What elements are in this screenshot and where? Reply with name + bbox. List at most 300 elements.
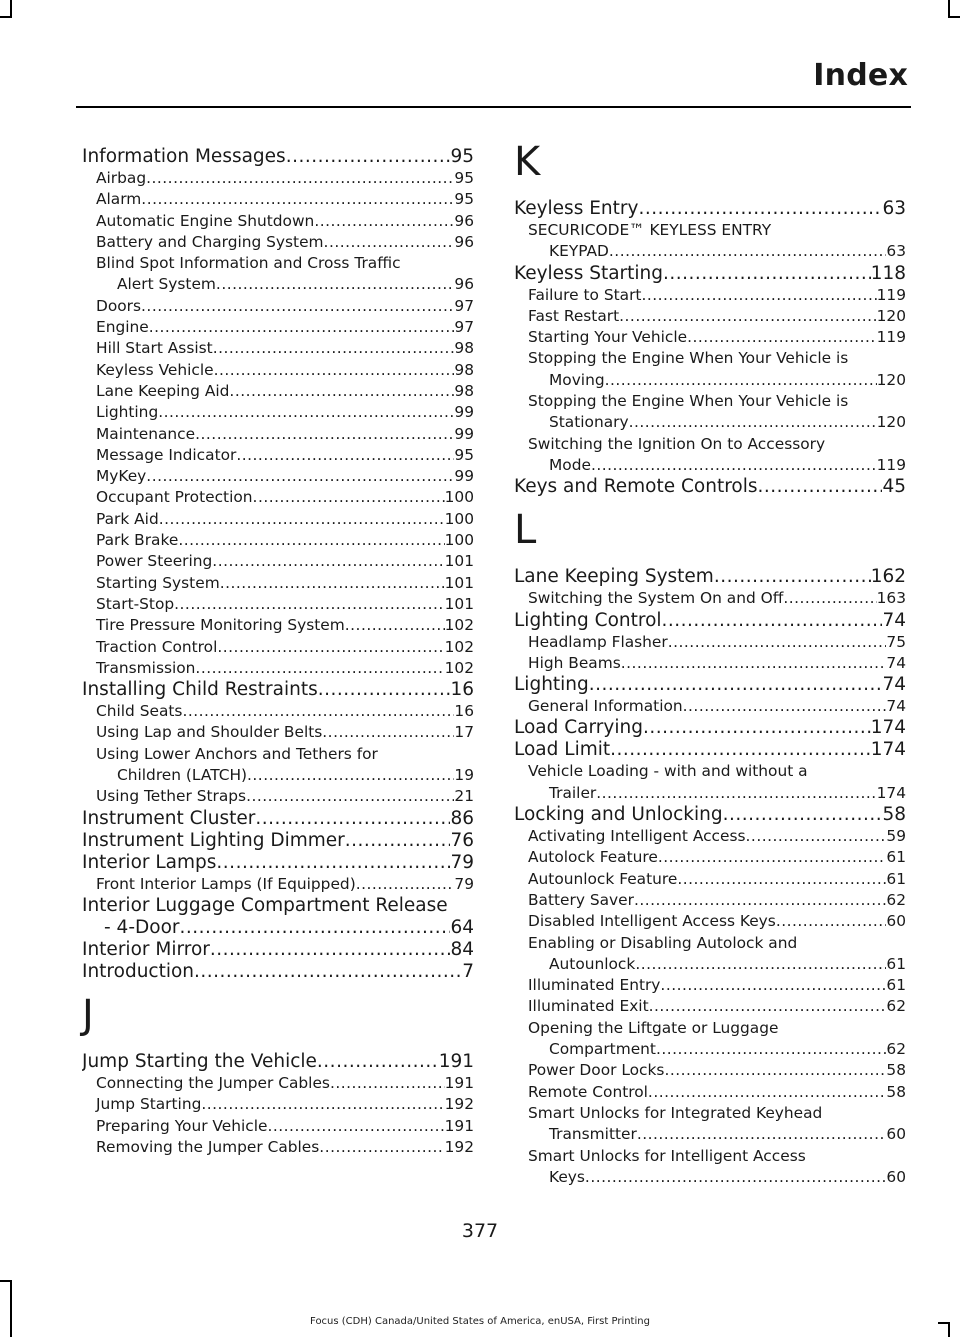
entry-title: Battery Saver <box>528 890 634 909</box>
dot-leader <box>345 615 445 636</box>
entry-page-number: 79 <box>454 874 474 893</box>
index-entry <box>82 808 474 830</box>
entry-title: Engine <box>96 318 149 337</box>
crop-mark <box>10 0 12 16</box>
entry-page-number: 61 <box>886 869 906 888</box>
index-entry <box>82 146 474 168</box>
dot-leader <box>322 722 454 743</box>
dot-leader <box>319 1137 444 1158</box>
entry-title: Lane Keeping System <box>514 566 714 588</box>
index-subentry <box>514 653 906 674</box>
entry-title: Children (LATCH) <box>117 766 248 785</box>
dot-leader <box>247 765 454 786</box>
entry-page-number: 58 <box>882 804 906 826</box>
index-subentry <box>514 327 906 348</box>
index-entry <box>514 717 906 739</box>
dot-leader <box>605 370 877 391</box>
entry-title: - 4-Door <box>104 916 180 938</box>
dot-leader <box>194 961 462 983</box>
index-subentry <box>82 874 474 895</box>
entry-title: Alert System <box>117 275 216 294</box>
dot-leader <box>656 1039 886 1060</box>
entry-page-number: 98 <box>454 360 474 379</box>
dot-leader <box>216 852 450 874</box>
entry-title: Occupant Protection <box>96 488 253 507</box>
dot-leader <box>217 637 444 658</box>
entry-page-number: 95 <box>450 146 474 167</box>
entry-page-number: 75 <box>886 632 906 651</box>
index-entry <box>82 852 474 874</box>
entry-page-number: 120 <box>876 370 906 389</box>
index-entry <box>514 198 906 220</box>
dot-leader <box>345 830 451 852</box>
index-subentry <box>82 232 474 253</box>
crop-mark <box>10 1282 12 1337</box>
entry-page-number: 96 <box>454 211 474 230</box>
entry-title: Moving <box>549 370 605 389</box>
index-subentry <box>514 1082 906 1103</box>
dot-leader <box>683 696 887 717</box>
entry-title: Instrument Lighting Dimmer <box>82 829 345 851</box>
entry-page-number: 119 <box>876 285 906 304</box>
entry-page-number: 99 <box>454 424 474 443</box>
index-subentry <box>514 455 906 476</box>
dot-leader <box>758 476 883 498</box>
entry-page-number: 74 <box>882 609 906 631</box>
index-subentry <box>514 696 906 717</box>
entry-page-number: 100 <box>444 509 474 528</box>
entry-page-number: 102 <box>444 616 474 635</box>
index-subentry <box>82 402 474 423</box>
index-entry <box>82 961 474 983</box>
dot-leader <box>641 285 876 306</box>
entry-title: Power Steering <box>96 552 213 571</box>
entry-page-number: 101 <box>444 552 474 571</box>
index-entry-text: Enabling or Disabling Autolock and <box>528 933 798 952</box>
dot-leader <box>677 869 886 890</box>
entry-title: Traction Control <box>96 637 218 656</box>
dot-leader <box>210 939 451 961</box>
entry-title: Battery and Charging System <box>96 232 324 251</box>
dot-leader <box>178 530 444 551</box>
dot-leader <box>229 381 454 402</box>
entry-page-number: 99 <box>454 467 474 486</box>
entry-title: Jump Starting the Vehicle <box>82 1050 317 1072</box>
entry-title: Disabled Intelligent Access Keys <box>528 912 776 931</box>
dot-leader <box>146 168 454 189</box>
dot-leader <box>182 701 454 722</box>
entry-page-number: 86 <box>450 807 474 829</box>
index-subentry <box>514 241 906 262</box>
entry-title: Keyless Entry <box>514 198 639 219</box>
dot-leader <box>146 466 454 487</box>
index-subentry <box>514 412 906 433</box>
index-subentry <box>82 487 474 508</box>
entry-title: Keys <box>549 1167 585 1186</box>
dot-leader <box>619 306 876 327</box>
entry-title: Failure to Start <box>528 285 642 304</box>
entry-page-number: 64 <box>450 916 474 938</box>
entry-page-number: 61 <box>886 954 906 973</box>
entry-page-number: 99 <box>454 403 474 422</box>
dot-leader <box>236 445 454 466</box>
dot-leader <box>212 551 444 572</box>
entry-page-number: 162 <box>870 566 906 588</box>
entry-page-number: 100 <box>444 488 474 507</box>
entry-title: Introduction <box>82 960 195 982</box>
entry-title: Transmission <box>96 658 196 677</box>
dot-leader <box>286 146 451 168</box>
entry-title: Locking and Unlocking <box>514 804 723 826</box>
index-entry <box>82 917 474 939</box>
index-entry-text: Switching the Ignition On to Accessory <box>528 434 826 453</box>
dot-leader <box>714 566 871 588</box>
entry-title: Automatic Engine Shutdown <box>96 211 315 230</box>
index-subentry <box>514 370 906 391</box>
index-entry <box>514 674 906 696</box>
entry-title: Autounlock Feature <box>528 869 678 888</box>
index-subentry <box>82 381 474 402</box>
dot-leader <box>589 674 883 696</box>
dot-leader <box>255 808 450 830</box>
index-entry-text: Stopping the Engine When Your Vehicle is <box>528 392 849 411</box>
dot-leader <box>658 847 887 868</box>
entry-page-number: 62 <box>886 997 906 1016</box>
entry-title: Lighting Control <box>514 609 662 631</box>
entry-page-number: 79 <box>450 851 474 873</box>
index-entry <box>514 263 906 285</box>
entry-page-number: 96 <box>454 275 474 294</box>
entry-page-number: 45 <box>882 476 906 498</box>
dot-leader <box>246 786 454 807</box>
entry-page-number: 63 <box>886 242 906 261</box>
entry-page-number: 60 <box>886 1167 906 1186</box>
entry-page-number: 191 <box>444 1073 474 1092</box>
index-entry-text: SECURICODE™ KEYLESS ENTRY <box>528 221 772 239</box>
index-subentry <box>514 954 906 975</box>
entry-title: Fast Restart <box>528 306 620 325</box>
entry-page-number: 102 <box>444 637 474 656</box>
entry-page-number: 120 <box>876 413 906 432</box>
entry-page-number: 191 <box>438 1050 474 1072</box>
index-subentry <box>82 637 474 658</box>
entry-title: Transmitter <box>549 1125 637 1144</box>
dot-leader <box>638 198 882 220</box>
entry-page-number: 95 <box>454 445 474 464</box>
index-entry-text: Vehicle Loading - with and without a <box>528 762 808 781</box>
index-entry-text: Opening the Liftgate or Luggage <box>528 1018 779 1037</box>
index-subentry <box>82 424 474 445</box>
index-subentry <box>514 588 906 609</box>
index-subentry <box>514 285 906 306</box>
entry-page-number: 17 <box>454 723 474 742</box>
index-subentry <box>514 632 906 653</box>
index-subentry <box>514 975 906 996</box>
index-subentry <box>82 274 474 295</box>
index-subentry <box>82 1137 474 1158</box>
entry-page-number: 97 <box>454 296 474 315</box>
entry-title: Interior Mirror <box>82 938 210 960</box>
dot-leader <box>687 327 877 348</box>
index-subentry <box>514 1060 906 1081</box>
dot-leader <box>621 653 887 674</box>
entry-page-number: 62 <box>886 1040 906 1059</box>
dot-leader <box>723 804 883 826</box>
entry-page-number: 74 <box>886 653 906 672</box>
entry-title: Keyless Starting <box>514 262 664 284</box>
entry-page-number: 61 <box>886 976 906 995</box>
entry-title: Jump Starting <box>96 1095 202 1114</box>
index-subentry <box>514 1124 906 1145</box>
entry-page-number: 119 <box>876 455 906 474</box>
entry-title: Power Door Locks <box>528 1061 665 1080</box>
entry-page-number: 119 <box>876 328 906 347</box>
index-entry <box>514 566 906 588</box>
dot-leader <box>253 487 445 508</box>
entry-page-number: 95 <box>454 169 474 187</box>
entry-title: Interior Lamps <box>82 851 217 873</box>
entry-title: Using Tether Straps <box>96 787 247 806</box>
dot-leader <box>141 296 454 317</box>
index-entry <box>82 830 474 852</box>
entry-title: Headlamp Flasher <box>528 632 668 651</box>
index-letter-heading: K <box>514 139 541 185</box>
index-subentry <box>82 658 474 679</box>
index-subentry <box>82 551 474 572</box>
dot-leader <box>174 594 444 615</box>
dot-leader <box>330 1073 445 1094</box>
dot-leader <box>662 610 883 632</box>
entry-title: Child Seats <box>96 702 183 721</box>
entry-page-number: 19 <box>454 766 474 785</box>
index-subentry <box>514 911 906 932</box>
entry-title: Keyless Vehicle <box>96 360 214 379</box>
index-subentry <box>82 445 474 466</box>
dot-leader <box>267 1116 444 1137</box>
entry-title: Autounlock <box>549 954 636 973</box>
entry-page-number: 192 <box>444 1095 474 1114</box>
dot-leader <box>317 1051 439 1073</box>
entry-page-number: 174 <box>870 717 906 739</box>
entry-page-number: 76 <box>450 829 474 851</box>
index-subentry <box>82 701 474 722</box>
entry-page-number: 98 <box>454 339 474 358</box>
index-subentry <box>514 826 906 847</box>
dot-leader <box>610 739 871 761</box>
dot-leader <box>314 211 454 232</box>
page-number: 377 <box>461 1220 499 1242</box>
entry-title: KEYPAD <box>549 242 609 261</box>
index-letter-heading: L <box>514 507 537 554</box>
page-title: Index <box>813 58 908 93</box>
entry-title: Load Limit <box>514 739 611 761</box>
crop-mark <box>948 16 960 18</box>
index-subentry <box>82 722 474 743</box>
entry-title: Activating Intelligent Access <box>528 827 746 846</box>
entry-page-number: 7 <box>462 960 474 982</box>
entry-title: Keys and Remote Controls <box>514 476 758 498</box>
index-subentry <box>82 168 474 189</box>
entry-title: Load Carrying <box>514 717 643 739</box>
dot-leader <box>660 975 886 996</box>
entry-title: Installing Child Restraints <box>82 679 318 701</box>
index-subentry <box>514 783 906 804</box>
entry-page-number: 84 <box>450 938 474 960</box>
index-subentry <box>82 1116 474 1137</box>
dot-leader <box>220 573 445 594</box>
entry-title: Park Brake <box>96 531 179 550</box>
entry-title: High Beams <box>528 653 621 672</box>
index-subentry <box>82 360 474 381</box>
dot-leader <box>159 509 445 530</box>
entry-page-number: 21 <box>454 787 474 806</box>
index-entry <box>82 1051 474 1073</box>
dot-leader <box>746 826 887 847</box>
entry-title: Stationary <box>549 413 629 432</box>
entry-page-number: 62 <box>886 890 906 909</box>
footer-text: Focus (CDH) Canada/United States of America, enUSA, First Printing <box>310 1316 650 1327</box>
index-entry <box>514 804 906 826</box>
dot-leader <box>634 890 886 911</box>
dot-leader <box>180 917 451 939</box>
entry-title: Switching the System On and Off <box>528 589 784 608</box>
entry-page-number: 60 <box>886 1125 906 1144</box>
dot-leader <box>149 317 455 338</box>
index-column-left <box>82 146 474 1158</box>
entry-page-number: 16 <box>454 702 474 721</box>
entry-title: Instrument Cluster <box>82 807 256 829</box>
dot-leader <box>649 996 887 1017</box>
index-subentry <box>514 869 906 890</box>
dot-leader <box>668 632 887 653</box>
entry-page-number: 96 <box>454 232 474 251</box>
crop-mark <box>948 0 950 16</box>
dot-leader <box>776 911 887 932</box>
index-entry-text: Blind Spot Information and Cross Traffic <box>96 254 401 273</box>
entry-title: Airbag <box>96 169 147 187</box>
title-divider <box>76 106 911 108</box>
entry-title: Lighting <box>514 674 589 696</box>
crop-mark <box>0 1280 12 1282</box>
dot-leader <box>635 954 886 975</box>
entry-title: Maintenance <box>96 424 196 443</box>
entry-title: Using Lap and Shoulder Belts <box>96 723 323 742</box>
entry-page-number: 61 <box>886 848 906 867</box>
index-entry-text: Smart Unlocks for Intelligent Access <box>528 1146 806 1165</box>
entry-title: Front Interior Lamps (If Equipped) <box>96 874 356 893</box>
entry-page-number: 16 <box>450 679 474 701</box>
dot-leader <box>643 717 871 739</box>
entry-page-number: 100 <box>444 531 474 550</box>
index-subentry <box>82 1094 474 1115</box>
index-subentry <box>82 573 474 594</box>
entry-page-number: 95 <box>454 190 474 209</box>
dot-leader <box>663 263 871 285</box>
index-subentry <box>514 306 906 327</box>
entry-title: Mode <box>549 455 591 474</box>
entry-title: Tire Pressure Monitoring System <box>96 616 345 635</box>
entry-page-number: 191 <box>444 1116 474 1135</box>
dot-leader <box>213 338 455 359</box>
index-subentry <box>82 296 474 317</box>
entry-title: Start-Stop <box>96 594 175 613</box>
entry-page-number: 58 <box>886 1061 906 1080</box>
entry-title: Preparing Your Vehicle <box>96 1116 268 1135</box>
entry-title: Starting Your Vehicle <box>528 328 688 347</box>
dot-leader <box>356 874 455 895</box>
dot-leader <box>158 402 454 423</box>
dot-leader <box>141 189 454 210</box>
entry-page-number: 74 <box>886 697 906 716</box>
entry-title: Park Aid <box>96 509 159 528</box>
entry-title: Illuminated Exit <box>528 997 649 1016</box>
index-entry-text: Stopping the Engine When Your Vehicle is <box>528 349 849 368</box>
index-subentry <box>82 317 474 338</box>
index-letter-heading: J <box>82 991 94 1038</box>
dot-leader <box>318 679 451 701</box>
entry-title: Lighting <box>96 403 159 422</box>
dot-leader <box>637 1124 887 1145</box>
index-subentry <box>514 996 906 1017</box>
entry-page-number: 101 <box>444 594 474 613</box>
entry-page-number: 118 <box>870 262 906 284</box>
entry-page-number: 97 <box>454 318 474 337</box>
index-subentry <box>514 1167 906 1188</box>
entry-title: Trailer <box>549 783 597 802</box>
index-entry-text: Smart Unlocks for Integrated Keyhead <box>528 1103 823 1122</box>
entry-page-number: 192 <box>444 1137 474 1156</box>
entry-title: Compartment <box>549 1040 656 1059</box>
entry-title: Connecting the Jumper Cables <box>96 1073 330 1092</box>
entry-page-number: 58 <box>886 1082 906 1101</box>
index-subentry <box>82 466 474 487</box>
index-subentry <box>82 509 474 530</box>
entry-title: Doors <box>96 296 142 315</box>
dot-leader <box>324 232 455 253</box>
index-subentry <box>514 1039 906 1060</box>
entry-page-number: 63 <box>882 198 906 219</box>
entry-title: Illuminated Entry <box>528 976 661 995</box>
index-subentry <box>82 615 474 636</box>
entry-page-number: 174 <box>870 739 906 761</box>
index-entry <box>514 610 906 632</box>
index-entry <box>514 739 906 761</box>
entry-title: Lane Keeping Aid <box>96 381 230 400</box>
index-subentry <box>82 211 474 232</box>
dot-leader <box>664 1060 886 1081</box>
dot-leader <box>596 783 876 804</box>
entry-page-number: 59 <box>886 827 906 846</box>
dot-leader <box>216 274 454 295</box>
dot-leader <box>195 658 444 679</box>
index-entry <box>514 476 906 498</box>
index-subentry <box>82 765 474 786</box>
dot-leader <box>783 588 876 609</box>
index-subentry <box>82 338 474 359</box>
index-column-right <box>514 139 906 1188</box>
crop-mark <box>0 16 12 18</box>
index-entry-text: Using Lower Anchors and Tethers for <box>96 744 378 763</box>
dot-leader <box>195 424 454 445</box>
entry-page-number: 101 <box>444 573 474 592</box>
dot-leader <box>591 455 877 476</box>
entry-title: Remote Control <box>528 1082 648 1101</box>
index-entry <box>82 939 474 961</box>
entry-page-number: 174 <box>876 783 906 802</box>
index-subentry <box>514 847 906 868</box>
entry-title: Starting System <box>96 573 220 592</box>
index-entry <box>82 679 474 701</box>
